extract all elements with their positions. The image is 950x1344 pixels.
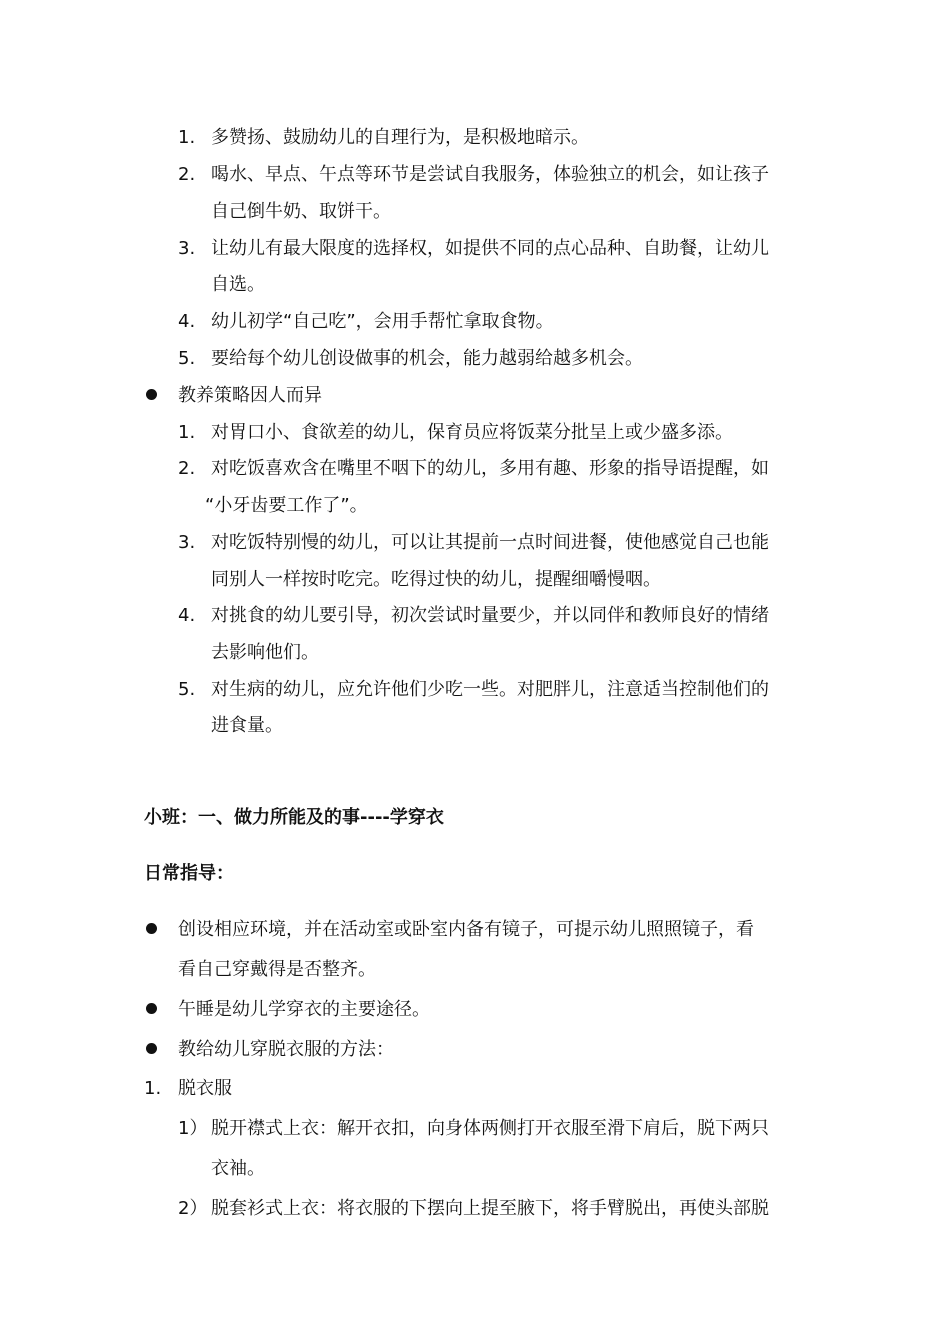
sub-list-text: 脱套衫式上衣：将衣服的下摆向上提至腋下，将手臂脱出，再使头部脱 <box>211 1198 769 1219</box>
list-item-text: 去影响他们。 <box>211 642 319 663</box>
list-item-text: 进食量。 <box>211 715 283 736</box>
list-number: 5. <box>178 679 196 700</box>
list-item-text: 要给每个幼儿创设做事的机会，能力越弱给越多机会。 <box>211 348 643 369</box>
list-item-text: 对吃饭特别慢的幼儿，可以让其提前一点时间进餐，使他感觉自己也能 <box>211 532 769 553</box>
list-item-text: 对生病的幼儿，应允许他们少吃一些。对肥胖儿，注意适当控制他们的 <box>211 679 769 700</box>
list-item-text: 对胃口小、食欲差的幼儿，保育员应将饭菜分批呈上或少盛多添。 <box>211 422 733 443</box>
list-item-text: 喝水、早点、午点等环节是尝试自我服务，体验独立的机会，如让孩子 <box>211 164 769 185</box>
list-item-text: 同别人一样按时吃完。吃得过快的幼儿，提醒细嚼慢咽。 <box>211 569 661 590</box>
list-item-text: 对挑食的幼儿要引导，初次尝试时量要少，并以同伴和教师良好的情绪 <box>211 605 769 626</box>
list-number: 4. <box>178 311 196 332</box>
list-item-text: 让幼儿有最大限度的选择权，如提供不同的点心品种、自助餐，让幼儿 <box>211 238 769 259</box>
list-item-text: 对吃饭喜欢含在嘴里不咽下的幼儿，多用有趣、形象的指导语提醒，如 <box>211 458 769 479</box>
bullet-icon <box>146 389 157 400</box>
list-number: 4. <box>178 605 196 626</box>
list-item-text: 幼儿初学“自己吃”，会用手帮忙拿取食物。 <box>211 311 554 332</box>
list-number: 1. <box>144 1078 162 1099</box>
bullet-text: 创设相应环境，并在活动室或卧室内备有镜子，可提示幼儿照照镜子，看 <box>178 919 754 940</box>
list-item-text: 多赞扬、鼓励幼儿的自理行为，是积极地暗示。 <box>211 127 589 148</box>
list-number: 2. <box>178 164 196 185</box>
subsection-heading: 日常指导： <box>144 863 234 884</box>
sub-list-text: 衣袖。 <box>211 1158 265 1179</box>
bullet-text: 教养策略因人而异 <box>178 385 322 406</box>
list-number: 1. <box>178 422 196 443</box>
sub-list-text: 脱开襟式上衣：解开衣扣，向身体两侧打开衣服至滑下肩后，脱下两只 <box>211 1118 769 1139</box>
list-number: 1. <box>178 127 196 148</box>
list-number: 5. <box>178 348 196 369</box>
list-number: 2. <box>178 458 196 479</box>
bullet-text: 午睡是幼儿学穿衣的主要途径。 <box>178 999 430 1020</box>
list-item-text: “小牙齿要工作了”。 <box>205 495 368 516</box>
sub-list-number: 1） <box>178 1118 208 1139</box>
bullet-icon <box>146 1043 157 1054</box>
list-item-text: 自选。 <box>211 274 265 295</box>
bullet-text: 教给幼儿穿脱衣服的方法： <box>178 1039 394 1060</box>
list-number: 3. <box>178 532 196 553</box>
sub-list-number: 2） <box>178 1198 208 1219</box>
section-heading: 小班：一、做力所能及的事----学穿衣 <box>144 807 444 828</box>
bullet-icon <box>146 923 157 934</box>
bullet-icon <box>146 1003 157 1014</box>
bullet-text: 看自己穿戴得是否整齐。 <box>178 959 376 980</box>
list-item-text: 脱衣服 <box>178 1078 232 1099</box>
list-number: 3. <box>178 238 196 259</box>
list-item-text: 自己倒牛奶、取饼干。 <box>211 201 391 222</box>
